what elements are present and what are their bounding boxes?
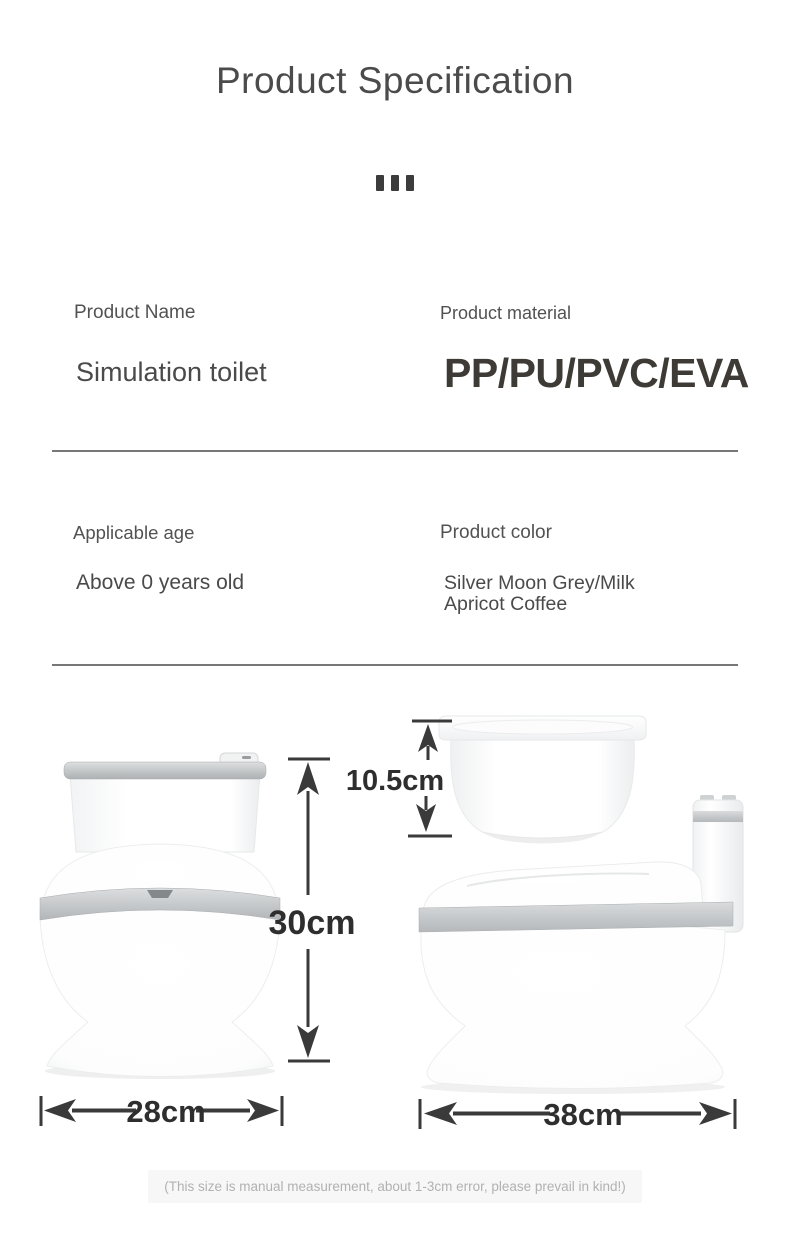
front-height-arrow (250, 753, 370, 1068)
ellipsis-icon (0, 175, 790, 191)
divider (52, 450, 738, 452)
arrowhead-right-icon (247, 1099, 279, 1122)
arrowhead-left-icon (424, 1102, 457, 1125)
dot (406, 175, 414, 191)
front-width-arrow (36, 1093, 286, 1129)
lower-body (40, 901, 280, 1077)
arrowhead-up-icon (297, 762, 319, 795)
product-material-value: PP/PU/PVC/EVA (444, 350, 749, 396)
divider (52, 664, 738, 666)
front-height-label: 30cm (268, 904, 356, 942)
applicable-age-label: Applicable age (73, 522, 195, 543)
applicable-age-value: Above 0 years old (76, 571, 245, 594)
front-width-label: 28cm (126, 1094, 206, 1129)
basin-height-label: 10.5cm (345, 765, 445, 797)
tank-body (70, 774, 260, 852)
tank-top-band (64, 762, 266, 779)
basin-opening (453, 720, 633, 734)
lower-body (421, 922, 725, 1089)
dot (376, 175, 384, 191)
arrowhead-left-icon (44, 1099, 76, 1122)
toilet-side-figure (405, 790, 745, 1095)
product-name-label: Product Name (74, 302, 196, 323)
cylinder-band (693, 811, 743, 822)
product-material-label: Product material (440, 303, 572, 323)
arrowhead-right-icon (699, 1102, 732, 1125)
page-title: Product Specification (215, 60, 575, 101)
product-name-value: Simulation toilet (76, 357, 267, 387)
side-width-arrow (415, 1096, 740, 1132)
arrowhead-down-icon (297, 1025, 319, 1058)
dot (391, 175, 399, 191)
measurement-disclaimer-text: (This size is manual measurement, about 1-3cm error, please prevail in kind!) (148, 1170, 641, 1203)
side-width-label: 38cm (543, 1097, 623, 1132)
product-color-label: Product color (440, 522, 552, 543)
measurement-disclaimer (0, 1170, 790, 1203)
product-color-value: Silver Moon Grey/Milk Apricot Coffee (444, 572, 635, 615)
